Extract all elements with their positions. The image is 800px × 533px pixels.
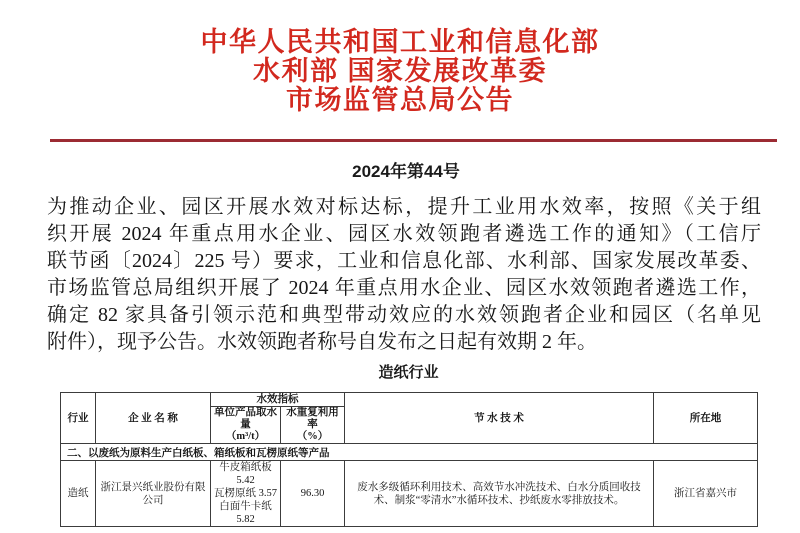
- cell-water-saving-tech: 废水多级循环利用技术、高效节水冲洗技术、白水分质回收技术、制浆“零清水”水循环技术、抄纸废水零排放技术。: [345, 461, 654, 527]
- category-label: 二、以废纸为原料生产白纸板、箱纸板和瓦楞原纸等产品: [61, 444, 758, 461]
- paragraph-line: 市场监管总局组织开展了 2024 年重点用水企业、园区水效领跑者遴选工作，: [47, 277, 761, 299]
- cell-company: 浙江景兴纸业股份有限公司: [96, 461, 211, 527]
- table-header-row-1: [61, 393, 758, 407]
- reuse-rate-label: 水重复利用率: [286, 407, 339, 430]
- title-line-1: 中华人民共和国工业和信息化部: [200, 27, 600, 57]
- cell-reuse-rate: 96.30: [281, 461, 345, 527]
- paragraph-line: 织开展 2024 年重点用水企业、园区水效领跑者遴选工作的通知》（工信厅: [47, 223, 761, 245]
- category-row: [61, 444, 758, 461]
- col-header-company: 企 业 名 称: [96, 393, 211, 444]
- cell-location: 浙江省嘉兴市: [654, 461, 758, 527]
- col-header-industry: 行业: [61, 393, 96, 444]
- cell-intake: [211, 461, 281, 527]
- paragraph-line: 联节函〔2024〕225 号）要求，工业和信息化部、水利部、国家发展改革委、: [47, 250, 761, 272]
- paragraph-line: 附件），现予公告。水效领跑者称号自发布之日起有效期 2 年。: [47, 331, 597, 353]
- col-header-reuse-rate: [281, 407, 345, 444]
- title-line-2: 水利部 国家发展改革委: [252, 56, 547, 86]
- paragraph-line: 确定 82 家具备引领示范和典型带动效应的水效领跑者企业和园区（名单见: [47, 304, 761, 326]
- col-header-water-saving-tech: 节 水 技 术: [345, 393, 654, 444]
- water-efficiency-leaders-table: [60, 392, 758, 527]
- col-header-water-indicators: 水效指标: [211, 393, 345, 407]
- document-title: [0, 28, 800, 115]
- paragraph-line: 为推动企业、园区开展水效对标达标，提升工业用水效率，按照《关于组: [47, 196, 761, 218]
- reuse-rate-unit: （%）: [296, 431, 329, 442]
- announcement-paragraph: [47, 194, 761, 356]
- title-line-3: 市场监管总局公告: [286, 85, 514, 115]
- table-row: [61, 461, 758, 527]
- unit-intake-label: 单位产品取水量: [214, 407, 277, 430]
- intake-line: 瓦楞原纸 3.57: [214, 488, 277, 499]
- intake-line: 牛皮箱纸板 5.42: [219, 462, 272, 486]
- col-header-unit-intake: [211, 407, 281, 444]
- cell-industry: 造纸: [61, 461, 96, 527]
- section-title-paper-industry: 造纸行业: [378, 365, 439, 381]
- col-header-location: 所在地: [654, 393, 758, 444]
- unit-intake-unit: （m³/t）: [225, 431, 266, 442]
- intake-line: 白面牛卡纸 5.82: [219, 501, 272, 525]
- red-divider-line: [50, 139, 777, 142]
- document-number: 2024年第44号: [352, 162, 460, 181]
